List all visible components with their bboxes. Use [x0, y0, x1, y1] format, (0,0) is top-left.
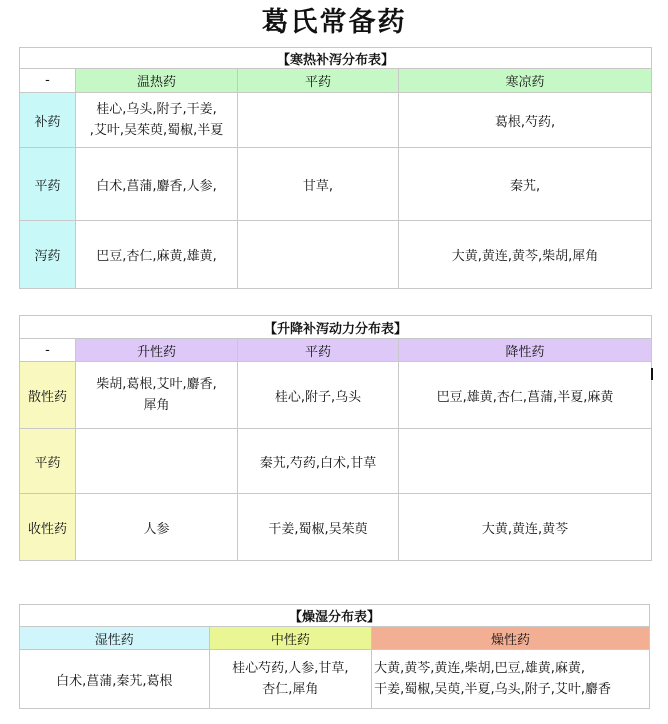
table-caption: 【燥湿分布表】: [20, 605, 649, 626]
page-title: 葛氏常备药: [261, 7, 407, 38]
column-header-neutral: 平药: [238, 339, 398, 361]
table-cell: 白术,菖蒲,秦艽,葛根: [20, 650, 209, 708]
table-caption: 【升降补泻动力分布表】: [20, 316, 651, 338]
cold-heat-table: [19, 47, 652, 289]
table-cell: 大黄,黄连,黄芩,柴胡,犀角: [399, 221, 651, 288]
table-cell: 甘草,: [238, 148, 398, 220]
row-header: 平药: [20, 148, 75, 220]
table-cell: [372, 650, 649, 708]
cell-line: 干姜,蜀椒,吴萸,半夏,乌头,附子,艾叶,麝香: [374, 682, 612, 697]
corner-cell: -: [20, 339, 75, 361]
table-cell: 干姜,蜀椒,吴茱萸: [238, 494, 398, 560]
text-cursor: [651, 368, 653, 380]
cell-line: 桂心,乌头,附子,干姜,: [96, 102, 217, 117]
table-cell: 人参: [76, 494, 237, 560]
table-cell: [238, 93, 398, 147]
cell-line: 柴胡,葛根,艾叶,麝香,: [96, 377, 217, 392]
table-cell: [76, 362, 237, 428]
table-cell: [76, 429, 237, 493]
table-cell: 巴豆,雄黄,杏仁,菖蒲,半夏,麻黄: [399, 362, 651, 428]
row-header: 平药: [20, 429, 75, 493]
cell-line: 大黄,黄芩,黄连,柴胡,巴豆,雄黄,麻黄,: [374, 661, 586, 676]
cell-line: ,艾叶,吴茱萸,蜀椒,半夏: [89, 123, 224, 138]
table-caption: 【寒热补泻分布表】: [20, 48, 651, 68]
corner-cell: -: [20, 69, 75, 92]
table-cell: 葛根,芍药,: [399, 93, 651, 147]
table-cell: [210, 650, 372, 708]
table-cell: 大黄,黄连,黄芩: [399, 494, 651, 560]
table-cell: 巴豆,杏仁,麻黄,雄黄,: [76, 221, 237, 288]
row-header: 散性药: [20, 362, 75, 428]
table-cell: [238, 221, 398, 288]
row-header: 收性药: [20, 494, 75, 560]
dry-wet-table: [19, 604, 650, 709]
row-header: 补药: [20, 93, 75, 147]
column-header-wet: 湿性药: [20, 627, 209, 649]
column-header-warm: 温热药: [76, 69, 237, 92]
row-header: 泻药: [20, 221, 75, 288]
table-cell: [399, 429, 651, 493]
column-header-falling: 降性药: [399, 339, 651, 361]
table-cell: 白术,菖蒲,麝香,人参,: [76, 148, 237, 220]
table-cell: 秦艽,芍药,白术,甘草: [238, 429, 398, 493]
cell-line: 桂心芍药,人参,甘草,: [232, 661, 349, 676]
table-cell: 秦艽,: [399, 148, 651, 220]
column-header-neutral: 中性药: [210, 627, 372, 649]
cell-line: 杏仁,犀角: [262, 682, 319, 697]
column-header-cold: 寒凉药: [399, 69, 651, 92]
table-cell: 桂心,附子,乌头: [238, 362, 398, 428]
cell-line: 犀角: [143, 398, 170, 413]
rise-fall-table: [19, 315, 652, 561]
column-header-rising: 升性药: [76, 339, 237, 361]
column-header-dry: 燥性药: [372, 627, 649, 649]
table-cell: [76, 93, 237, 147]
column-header-neutral: 平药: [238, 69, 398, 92]
